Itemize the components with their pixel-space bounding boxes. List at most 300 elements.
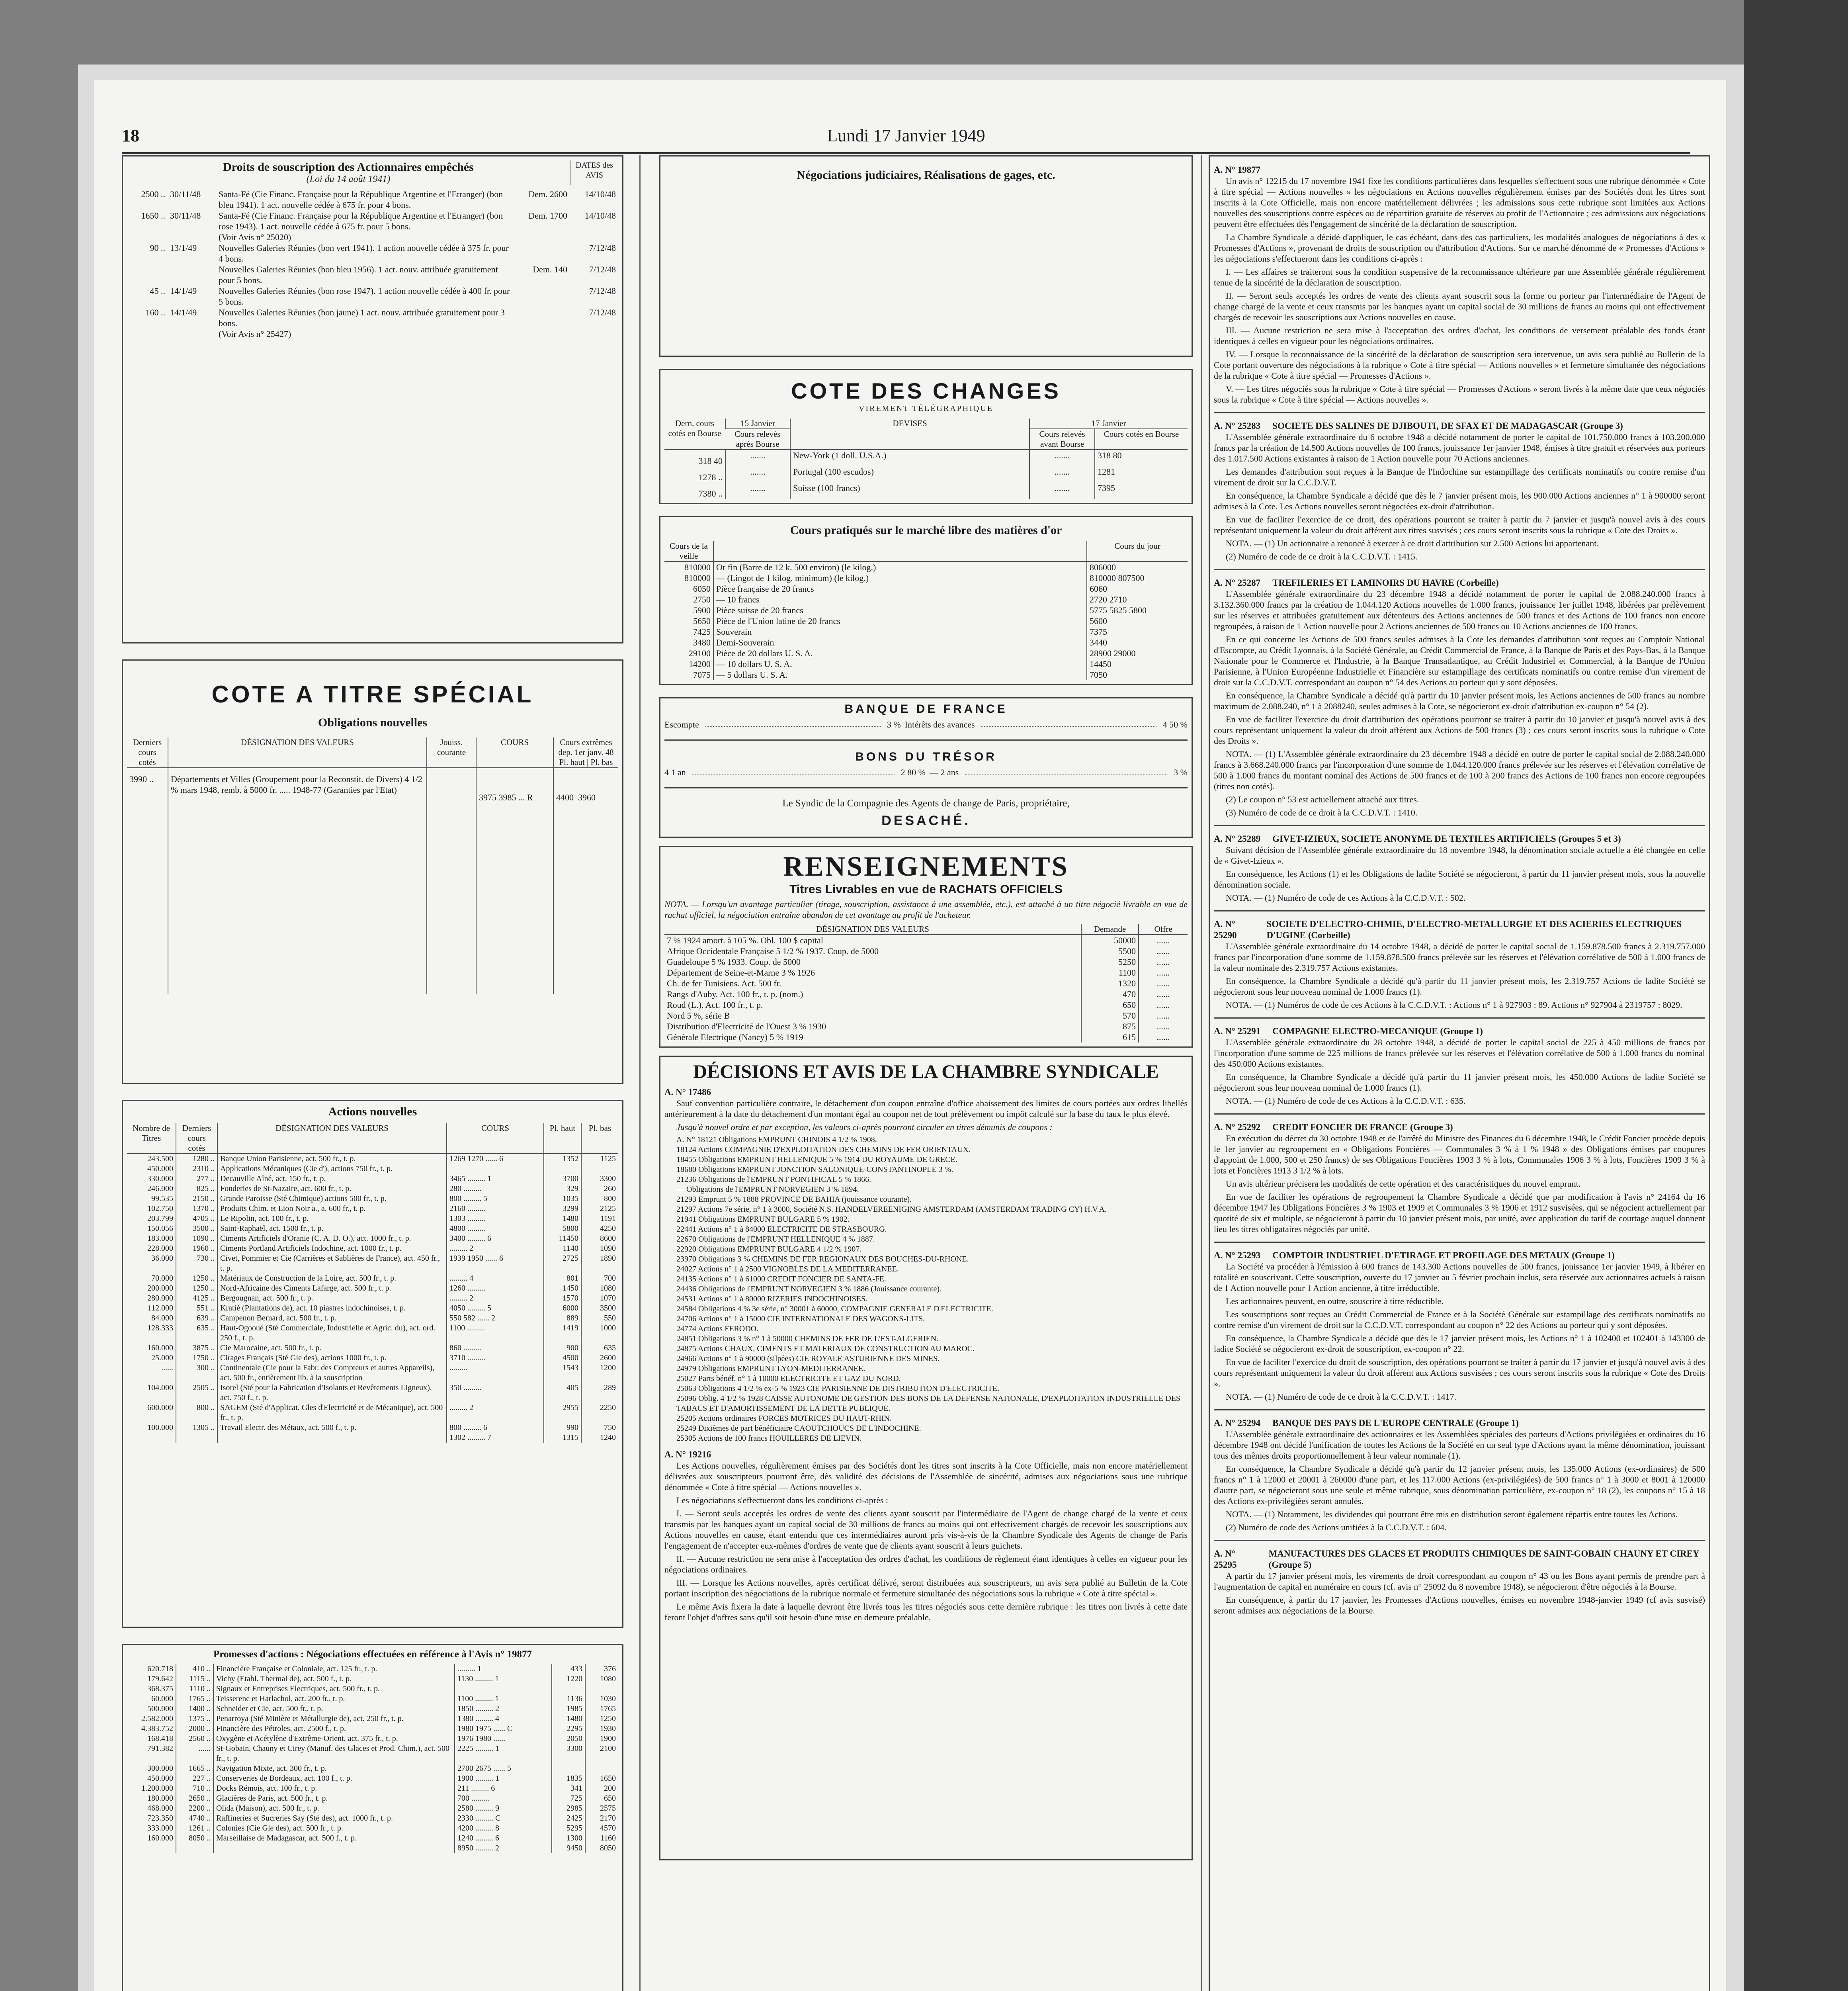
ch-head-dern: Dern. cours cotés en Bourse [664, 419, 725, 450]
an-hi: 1352 [544, 1154, 581, 1164]
pr-lo: 2575 [585, 1803, 618, 1813]
table-row [127, 1303, 618, 1313]
list-item: 24706 Actions n° 1 à 15000 CIE INTERNATIONALE DES WAGONS-LITS. [676, 1314, 925, 1323]
table-row [127, 1734, 618, 1744]
notice-head [1214, 1548, 1705, 1571]
an-hi: 1035 [544, 1194, 581, 1204]
droits-text: Nouvelles Galeries Réunies (bon vert 1941). 1 action nouvelle cédée à 375 fr. pour 4 bons. [219, 243, 509, 264]
list-item: 24436 Obligations de l'EMPRUNT NORVEGIEN 3 % 1886 (Jouissance courante). [676, 1285, 942, 1293]
ch-head-apres: Cours relevés après Bourse [725, 429, 790, 450]
table-row [664, 616, 1188, 626]
an-name: Produits Chim. et Lion Noir a., a. 600 fr., t. p. [217, 1204, 447, 1214]
an-lo: 1125 [581, 1154, 618, 1164]
droits-text: Nouvelles Galeries Réunies (bon rose 1947). 1 action nouvelle cédée à 400 fr. pour 5 bons. [219, 286, 510, 307]
pr-cours: 1976 1980 ...... [455, 1734, 552, 1744]
ch-b: ....... [1029, 483, 1095, 499]
table-row [664, 978, 1188, 989]
droits-dem [513, 232, 570, 243]
pr-name: Financière Française et Coloniale, act. 125 fr., t. p. [213, 1664, 455, 1674]
an-cours: ......... 4 [447, 1273, 544, 1283]
droits-date: 7/12/48 [589, 307, 616, 317]
an-cours: 1260 ......... [447, 1283, 544, 1293]
pr-name: Schneider et Cie, act. 500 fr., t. p. [213, 1704, 455, 1714]
pr-n: 168.418 [147, 1734, 173, 1743]
pr-name: Oxygène et Acétylène d'Extrême-Orient, act. 375 fr., t. p. [213, 1734, 455, 1744]
an-n: 100.000 [147, 1423, 173, 1432]
table-row [664, 466, 1188, 483]
droits-dem: Dem. 1700 [528, 211, 567, 221]
an-c: 2505 .. [176, 1383, 217, 1403]
rens-o: ...... [1139, 967, 1188, 978]
droits-date: 7/12/48 [589, 264, 616, 274]
an-hi: 900 [544, 1343, 581, 1353]
pr-cours: 1130 ......... 1 [455, 1674, 552, 1684]
table-row [127, 1843, 618, 1853]
an-cours: 3465 ......... 1 [447, 1174, 544, 1184]
rens-o: ...... [1139, 946, 1188, 956]
an-lo: 550 [581, 1313, 618, 1323]
an-cours: ......... 2 [447, 1403, 544, 1423]
list-item: 24875 Actions CHAUX, CIMENTS ET MATERIAUX DE CONSTRUCTION AU MAROC. [676, 1344, 975, 1353]
table-row [127, 1704, 618, 1714]
table-row [664, 1021, 1188, 1032]
column-left [122, 155, 623, 1991]
changes-table [664, 419, 1188, 499]
table-row [127, 1774, 618, 1784]
notice-head [1214, 577, 1705, 589]
pr-name: Olida (Maison), act. 500 fr., t. p. [213, 1803, 455, 1813]
rens-o: ...... [1139, 978, 1188, 989]
pr-name: Docks Rémois, act. 100 fr., t. p. [213, 1784, 455, 1793]
an-cours: 4050 ......... 5 [447, 1303, 544, 1313]
pr-n: 620.718 [147, 1664, 173, 1673]
table-row [127, 232, 618, 243]
col-head-extremes: Cours extrêmes dep. 1er janv. 48 Pl. haut | Pl. bas [553, 737, 618, 768]
an-hi: 3299 [544, 1204, 581, 1214]
an-n: 228.000 [147, 1244, 173, 1253]
column-divider-1 [639, 155, 641, 1991]
pr-name: Navigation Mixte, act. 300 fr., t. p. [213, 1764, 455, 1774]
an-hi: 6000 [544, 1303, 581, 1313]
pr-n: 179.642 [147, 1674, 173, 1683]
droits-a: 90 .. [150, 243, 165, 253]
pr-name [213, 1843, 455, 1853]
avis-paragraph: IV. — Lorsque la reconnaissance de la sincérité de la déclaration de souscription sera intervenue, un avis sera publié au Bulletin de la Cote portant ouverture des négociations à la rubrique « Cote à titre spécial — Actions nouvelles » et fermeture simultanée des négociations de la rubrique « Cote à titre spécial — Promesses d'Actions ». [1214, 349, 1705, 381]
pr-cours: 2330 ......... C [455, 1813, 552, 1823]
an-hi: 801 [544, 1273, 581, 1283]
notice-paragraph: (3) Numéro de code de ce droit à la C.C.D.V.T. : 1410. [1226, 808, 1418, 818]
column-right [1209, 155, 1710, 1991]
droits-date [570, 329, 618, 339]
table-row [664, 999, 1188, 1010]
pr-lo: 2170 [585, 1813, 618, 1823]
an-lo: 635 [581, 1343, 618, 1353]
droits-dem [513, 307, 570, 329]
table-row [127, 1403, 618, 1423]
notice-title: SOCIETE DES SALINES DE DJIBOUTI, DE SFAX ET DE MADAGASCAR (Groupe 3) [1272, 421, 1623, 431]
pr-name: Marseillaise de Madagascar, act. 500 f., t. p. [213, 1833, 455, 1843]
an-cours: 1100 ......... [447, 1323, 544, 1343]
notice-head [1214, 1122, 1705, 1133]
table-row [127, 768, 618, 803]
droits-dem [513, 243, 570, 264]
pr-c: 1110 .. [176, 1684, 213, 1694]
notice-paragraph: Un avis ultérieur précisera les modalités de cette opération et des caractéristiques du nouvel emprunt. [1226, 1179, 1581, 1189]
or-v: 14200 [689, 659, 711, 669]
pr-hi: 341 [552, 1784, 585, 1793]
an-name: SAGEM (Sté d'Applicat. Gles d'Electricité et de Mécanique), act. 500 fr., t. p. [217, 1403, 447, 1423]
an-lo: 3500 [581, 1303, 618, 1313]
an-cours: 860 ......... [447, 1343, 544, 1353]
an-cours: 1302 ......... 7 [447, 1433, 544, 1443]
droits-b: 14/1/49 [170, 307, 197, 317]
an-c: 1750 .. [176, 1353, 217, 1363]
pr-c: 1115 .. [176, 1674, 213, 1684]
an-c: 3875 .. [176, 1343, 217, 1353]
pr-cours: 2700 2675 ...... 5 [455, 1764, 552, 1774]
pr-n: 2.582.000 [141, 1714, 173, 1723]
droits-box [122, 155, 623, 643]
avis-paragraph: II. — Aucune restriction ne sera mise à l'acceptation des ordres d'achat, les conditions de règlement étant identiques à celles en vigueur pour les négociations ordinaires. [664, 1554, 1188, 1574]
or-head-jour: Cours du jour [1087, 541, 1188, 561]
avis-paragraph: V. — Les titres négociés sous la rubrique « Cote à titre spécial — Promesses d'Actions » seront livrés à la même date que ceux négociés sous la rubrique « Cote à titre spécial — Actions nouvelles ». [1214, 384, 1705, 405]
an-name: Bergougnan, act. 500 fr., t. p. [217, 1293, 447, 1303]
avis-paragraph: Les négociations s'effectueront dans les conditions ci-après : [676, 1495, 889, 1505]
notice-paragraph: En conséquence, la Chambre Syndicale a décidé qu'à partir du 10 janvier présent mois, les Actions anciennes de 500 francs au nombre maximum de 2.088.240, n° 1 à 2088240, seules admises à la Cote, se négocieront ex-droit d'attribution ex-coupon n° 54 (2). [1214, 690, 1705, 711]
pr-hi [552, 1764, 585, 1774]
notice-number: A. N° 25294 [1214, 1418, 1261, 1428]
list-item: 24027 Actions n° 1 à 2500 VIGNOBLES DE LA MEDITERRANEE. [676, 1265, 899, 1273]
notice-title: COMPAGNIE ELECTRO-MECANIQUE (Groupe 1) [1272, 1026, 1483, 1036]
notice-paragraph: (2) Numéro de code de ce droit à la C.C.D.V.T. : 1415. [1226, 552, 1418, 561]
ch-d: 7380 .. [698, 489, 723, 499]
tresor-l2: — 2 ans [929, 767, 959, 777]
rens-d: 5500 [1081, 946, 1139, 956]
or-v: 3480 [693, 638, 711, 647]
pr-lo: 8050 [585, 1843, 618, 1853]
notice-paragraph: En conséquence, la Chambre Syndicale a décidé qu'à partir du 12 janvier présent mois, les 135.000 Actions (ex-ordinaires) de 500 francs n° 1 à 12000 et 20001 à 260000 d'une part, et les 117.000 Actions (ex-privilégiées) de 500 francs n° 1 à 3000 et 8001 à 120000 d'autre part, se négocieront sous une seule et même rubrique, sous dénomination particulière, ex-coupon n° 18 (2), les coupons n° 15 à 18 des Actions ex-privilégiées seront annulés. [1214, 1464, 1705, 1506]
list-item: 25249 Dixièmes de part bénéficiaire CAOUTCHOUCS DE L'INDOCHINE. [676, 1424, 921, 1433]
table-row [664, 989, 1188, 999]
droits-date: 14/10/48 [584, 211, 616, 221]
notice-title: COMPTOIR INDUSTRIEL D'ETIRAGE ET PROFILAGE DES METAUX (Groupe 1) [1272, 1250, 1615, 1260]
notice-number: A. N° 25290 [1214, 919, 1237, 940]
an-cours: 800 ......... 5 [447, 1194, 544, 1204]
list-item: 24774 Actions FERODO. [676, 1324, 759, 1333]
droits-text: (Voir Avis n° 25427) [219, 329, 291, 339]
droits-a [127, 264, 168, 286]
an-cours: ......... 2 [447, 1244, 544, 1254]
rens-n: Nord 5 %, série B [667, 1011, 730, 1021]
pr-lo: 1080 [585, 1674, 618, 1684]
or-n: — 10 francs [713, 594, 1087, 605]
an-lo [581, 1164, 618, 1174]
notice-paragraph: NOTA. — (1) Numéro de code de ces Actions à la C.C.D.V.T. : 635. [1226, 1096, 1466, 1106]
rens-d: 615 [1081, 1032, 1139, 1042]
pr-name: Glacières de Paris, act. 500 fr., t. p. [213, 1793, 455, 1803]
ch-head-15: 15 Janvier [725, 419, 790, 429]
droits-b: 13/1/49 [170, 243, 197, 253]
table-row [664, 637, 1188, 648]
pr-hi: 1985 [552, 1704, 585, 1714]
table-row [127, 1283, 618, 1293]
an-lo: 1080 [581, 1283, 618, 1293]
table-row [664, 956, 1188, 967]
obl-name: Départements et Villes (Groupement pour la Reconstit. de Divers) 4 1/2 % mars 1948, remb. à 5000 fr. ..... 1948-77 (Garanties par l'Etat) [168, 768, 427, 803]
or-n: Pièce suisse de 20 francs [713, 605, 1087, 616]
droits-dem [513, 329, 570, 339]
pr-n: 500.000 [147, 1704, 173, 1713]
actions-nouvelles-table [127, 1123, 618, 1443]
table-row [127, 1363, 618, 1383]
list-item: 25063 Obligations 4 1/2 % ex-5 % 1923 CIE PARISIENNE DE DISTRIBUTION D'ELECTRICITE. [676, 1384, 1000, 1393]
notice-paragraph: NOTA. — (1) L'Assemblée générale extraordinaire du 23 décembre 1948 a décidé en outre de porter le capital social de 2.088.240.000 francs à 3.668.240.000 francs par l'incorporation d'une somme de 1.044.120.000 francs prélevée sur les réserves et l'élévation corrélative de 500 à 1.000 francs du montant nominal des Actions de 500 francs et de 100 à 200 francs des Actions de 100 francs non encore regroupées (titres non cotés). [1214, 749, 1705, 791]
an-n: 112.000 [147, 1304, 173, 1312]
pr-n: 160.000 [147, 1834, 173, 1842]
rens-n: 7 % 1924 amort. à 105 %. Obl. 100 $ capital [667, 935, 823, 945]
pr-hi: 725 [552, 1793, 585, 1803]
notice-number: A. N° 25283 [1214, 421, 1261, 431]
an-name: Kratié (Plantations de), act. 10 piastres indochinoises, t. p. [217, 1303, 447, 1313]
pr-lo: 650 [585, 1793, 618, 1803]
or-title: Cours pratiqués sur le marché libre des matières d'or [790, 524, 1062, 537]
an-n: 330.000 [147, 1174, 173, 1183]
droits-dem: Dem. 2600 [528, 189, 567, 199]
droits-b: 30/11/48 [170, 211, 201, 221]
page-header [122, 125, 1690, 149]
an-name: Ciments Portland Artificiels Indochine, act. 1000 fr., t. p. [217, 1244, 447, 1254]
pr-hi: 1300 [552, 1833, 585, 1843]
an-name: Cie Marocaine, act. 500 fr., t. p. [217, 1343, 447, 1353]
an-name: Ciments Artificiels d'Oranie (C. A. D. O.), act. 1000 fr., t. p. [217, 1234, 447, 1244]
promesses-table [127, 1664, 618, 1853]
table-row [127, 1293, 618, 1303]
pr-name: Penarroya (Sté Minière et Métallurgie de), act. 250 fr., t. p. [213, 1714, 455, 1724]
or-table [664, 541, 1188, 680]
table-row [664, 561, 1188, 573]
rens-d: 5250 [1081, 956, 1139, 967]
ch-dev: Portugal (100 escudos) [790, 466, 1029, 483]
avis-19216-text [664, 1460, 1188, 1623]
pr-name: Vichy (Etabl. Thermal de), act. 500 f., t. p. [213, 1674, 455, 1684]
notice-title: GIVET-IZIEUX, SOCIETE ANONYME DE TEXTILES ARTIFICIELS (Groupes 5 et 3) [1272, 834, 1621, 844]
renseignements-table [664, 924, 1188, 1042]
notice-title: CREDIT FONCIER DE FRANCE (Groupe 3) [1272, 1122, 1453, 1132]
col-head-hi: Pl. haut [559, 757, 585, 767]
judiciaires-box [659, 155, 1193, 357]
rens-o: ...... [1139, 1021, 1188, 1032]
pr-n: 4.383.752 [141, 1724, 173, 1733]
rens-o: ...... [1139, 989, 1188, 999]
an-head-lo: Pl. bas [581, 1123, 618, 1154]
promesses-box [122, 1644, 623, 1991]
an-cours: 3710 ......... [447, 1353, 544, 1363]
droits-a [127, 329, 168, 339]
an-cours: 550 582 ...... 2 [447, 1313, 544, 1323]
decisions-box [659, 1056, 1193, 1860]
table-row [127, 1313, 618, 1323]
table-row [664, 935, 1188, 946]
list-item: 22441 Actions n° 1 à 84000 ELECTRICITE DE STRASBOURG. [676, 1225, 887, 1234]
an-cours: 1303 ......... [447, 1214, 544, 1224]
pr-n: 1.200.000 [141, 1784, 173, 1793]
banque-escompte-label: Escompte [664, 720, 699, 730]
or-j: 7050 [1087, 669, 1188, 680]
droits-subtitle: (Loi du 14 août 1941) [306, 174, 391, 184]
an-c: 825 .. [176, 1184, 217, 1194]
table-row [664, 659, 1188, 669]
or-j: 5775 5825 5800 [1087, 605, 1188, 616]
notice-paragraph: En conséquence, la Chambre Syndicale a décidé que dès le 7 janvier présent mois, les 900.000 Actions anciennes n° 1 à 900000 seront admises à la Cote. Les Actions nouvelles seront négociées ex-droit d'attribution. [1214, 491, 1705, 511]
rens-n: Guadeloupe 5 % 1933. Coup. de 5000 [667, 957, 801, 967]
pr-name: St-Gobain, Chauny et Cirey (Manuf. des Glaces et Prod. Chim.), act. 500 fr., t. p. [213, 1744, 455, 1764]
an-name [217, 1433, 447, 1443]
avis-paragraph: La Chambre Syndicale a décidé d'appliquer, le cas échéant, dans des cas particuliers, les modalités analogues de négociations à des « Promesses d'Actions », provenant de droits de souscription ou d'attribution d'Actions. Sur ce marché dénommé de « Promesses d'Actions » les négociations s'effectueront dans les conditions ci-après : [1214, 232, 1705, 264]
rens-n: Département de Seine-et-Marne 3 % 1926 [667, 968, 815, 978]
an-cours: ......... 2 [447, 1293, 544, 1303]
notice-paragraph: En conséquence, la Chambre Syndicale a décidé qu'à partir du 11 janvier présent mois, les 2.319.757 Actions de ladite Société se négocieront sous leur nouveau nominal de 1.000 francs (1). [1214, 976, 1705, 997]
an-cours: 800 ......... 6 [447, 1423, 544, 1433]
tresor-r2: 3 % [1174, 767, 1188, 777]
an-c: 2310 .. [176, 1164, 217, 1174]
pr-name: Financière des Pétroles, act. 2500 f., t. p. [213, 1724, 455, 1734]
an-lo: 1200 [581, 1363, 618, 1383]
an-c: 800 .. [176, 1403, 217, 1423]
list-item: 22920 Obligations EMPRUNT BULGARE 4 1/2 % 1907. [676, 1245, 862, 1254]
avis-paragraph: III. — Aucune restriction ne sera mise à l'acceptation des ordres d'achat, les conditions de versement préalable des fonds étant identiques à celles en vigueur pour les négociations ordinaires. [1214, 325, 1705, 346]
or-n: Souverain [713, 626, 1087, 637]
an-name: Applications Mécaniques (Cie d'), actions 750 fr., t. p. [217, 1164, 447, 1174]
list-item: 25205 Actions ordinaires FORCES MOTRICES DU HAUT-RHIN. [676, 1414, 892, 1423]
table-row [664, 605, 1188, 616]
notice-paragraph: La Société va procéder à l'émission à 600 francs de 143.300 Actions nouvelles de 500 francs, jouissance 1er janvier 1949, à libérer en totalité en souscrivant. Cette souscription, ouverte du 17 janvier au 5 février prochain inclus, sera réservée aux actionnaires actuels à raison de 1 Action nouvelle pour 1 Action ancienne, à titre irréductible. [1214, 1261, 1705, 1293]
tresor-line [664, 767, 1188, 778]
table-row [127, 1724, 618, 1734]
pr-lo [585, 1764, 618, 1774]
an-lo: 700 [581, 1273, 618, 1283]
pr-hi: 2050 [552, 1734, 585, 1744]
notice-paragraph: En conséquence, les Actions (1) et les Obligations de ladite Société se négocieront, à partir du 11 janvier présent mois, sous la nouvelle dénomination sociale. [1214, 869, 1705, 890]
droits-a: 1650 .. [141, 211, 165, 221]
an-n: 25.000 [151, 1353, 173, 1362]
an-name: Matériaux de Construction de la Loire, act. 500 fr., t. p. [217, 1273, 447, 1283]
cote-special-title: COTE A TITRE SPÉCIAL [211, 681, 534, 708]
pr-c: 4740 .. [176, 1813, 213, 1823]
rens-d: 875 [1081, 1021, 1139, 1032]
droits-title: Droits de souscription des Actionnaires empêchés [223, 160, 474, 174]
pr-lo: 1030 [585, 1694, 618, 1704]
table-row [664, 626, 1188, 637]
pr-lo: 376 [585, 1664, 618, 1674]
list-item: 25096 Oblig. 4 1/2 % 1928 CAISSE AUTONOME DE GESTION DES BONS DE LA DEFENSE NATIONALE, D'EXPLOITATION INDUSTRIELLE DES TABACS ET D'AMORTISSEMENT DE LA DETTE PUBLIQUE. [676, 1394, 1181, 1413]
an-hi [544, 1164, 581, 1174]
notice-paragraph: L'Assemblée générale extraordinaire du 6 octobre 1948 a décidé notamment de porter le capital de 101.750.000 francs à 103.200.000 francs par la création de 14.500 Actions nouvelles de 100 francs, jouissance 1er janvier 1948, émises à titre gratuit et réservées aux porteurs des 1.017.500 Actions existantes à raison de 1 Action nouvelle pour 70 Actions anciennes. [1214, 432, 1705, 464]
an-hi: 1450 [544, 1283, 581, 1293]
or-v: 7425 [693, 627, 711, 637]
an-name: Grande Paroisse (Sté Chimique) actions 500 fr., t. p. [217, 1194, 447, 1204]
an-cours [447, 1164, 544, 1174]
avis-17486-text: Sauf convention particulière contraire, le détachement d'un coupon entraîne d'office abaissement des limites de cours portées aux ordres libellés antérieurement à la date du détachement d'un montant égal au coupon net de tout prélèvement ou impôt calculé sur la base du taux le plus élevé. [664, 1098, 1188, 1119]
an-name: Haut-Ogooué (Sté Commerciale, Industrielle et Agric. du), act. ord. 250 f., t. p. [217, 1323, 447, 1343]
table-row [664, 648, 1188, 659]
decisions-title: DÉCISIONS ET AVIS DE LA CHAMBRE SYNDICALE [693, 1061, 1159, 1082]
rens-o: ...... [1139, 1032, 1188, 1042]
pr-cours: ......... 1 [455, 1664, 552, 1674]
table-row [127, 1694, 618, 1704]
decision-items [664, 1135, 1188, 1443]
table-row [664, 573, 1188, 583]
notice-head [1214, 833, 1705, 845]
notice-head [1214, 919, 1705, 941]
notice-number: A. N° 25295 [1214, 1549, 1237, 1570]
table-row [664, 1010, 1188, 1021]
notice-paragraph: En conséquence, la Chambre Syndicale a décidé que dès le 17 janvier présent mois, les Actions n° 1 à 102400 et 102401 à 143300 de ladite Société se négocieront ex-droit de souscription, ex-coupon n° 22. [1214, 1333, 1705, 1354]
rens-o: ...... [1139, 999, 1188, 1010]
list-item: 25027 Parts bénéf. n° 1 à 10000 ELECTRICITE ET GAZ DU NORD. [676, 1374, 901, 1383]
notice-paragraph: Les actionnaires peuvent, en outre, souscrire à titre réductible. [1226, 1296, 1444, 1306]
an-cours: 350 ......... [447, 1383, 544, 1403]
pr-n: 791.382 [147, 1744, 173, 1753]
promesses-title: Promesses d'actions : Négociations effectuées en référence à l'Avis n° 19877 [213, 1649, 532, 1660]
an-n: 243.500 [147, 1154, 173, 1163]
table-row [127, 1353, 618, 1363]
pr-lo: 1765 [585, 1704, 618, 1714]
pr-c: 1400 .. [176, 1704, 213, 1714]
an-n: 99.535 [151, 1194, 173, 1203]
rens-n: Roud (L.). Act. 100 fr., t. p. [667, 1000, 763, 1010]
notice-paragraph: (2) Numéro de code des Actions unifiées à la C.C.D.V.T. : 604. [1226, 1522, 1447, 1532]
pr-cours: 2225 ......... 1 [455, 1744, 552, 1764]
an-lo: 3300 [581, 1174, 618, 1184]
an-lo: 1090 [581, 1244, 618, 1254]
notice-paragraph: L'Assemblée générale extraordinaire du 23 décembre 1948 a décidé notamment de porter le capital de 2.088.240.000 francs à 3.132.360.000 francs par la création de 1.044.120 Actions nouvelles de 1.000 francs, jouissance 1er juillet 1948, libérées par prélèvement sur les réserves et attribuées gratuitement aux détenteurs des Actions anciennes de 500 francs et des Actions de 100 francs non encore regroupées, à raison de 1 Action nouvelle pour 2 Actions anciennes de 500 francs ou 10 Actions anciennes de 100 francs. [1214, 589, 1705, 631]
droits-text: Nouvelles Galeries Réunies (bon jaune) 1 act. nouv. attribuée gratuitement pour 3 bons. [219, 307, 505, 328]
tresor-l1: 4 1 an [664, 767, 686, 777]
table-row [664, 483, 1188, 499]
pr-hi: 2295 [552, 1724, 585, 1734]
rens-d: 1100 [1081, 967, 1139, 978]
pr-lo: 200 [585, 1784, 618, 1793]
an-hi: 2725 [544, 1254, 581, 1273]
binding-edge [1744, 0, 1848, 1991]
ch-b: ....... [1029, 466, 1095, 483]
pr-lo: 4570 [585, 1823, 618, 1833]
table-row [127, 1423, 618, 1433]
pr-hi: 2425 [552, 1813, 585, 1823]
list-item: — Obligations de l'EMPRUNT NORVEGIEN 3 % 1894. [676, 1185, 859, 1194]
pr-hi: 433 [552, 1664, 585, 1674]
droits-b [168, 232, 216, 243]
ch-b: ....... [1029, 450, 1095, 466]
pr-cours: 211 ......... 6 [455, 1784, 552, 1793]
pr-c: 410 .. [176, 1664, 213, 1674]
table-row [127, 1823, 618, 1833]
avis-19877-head: A. N° 19877 [1214, 165, 1261, 175]
pr-c: 2650 .. [176, 1793, 213, 1803]
an-c: 300 .. [176, 1363, 217, 1383]
pr-hi: 3300 [552, 1744, 585, 1764]
avis-17486-text-b: Jusqu'à nouvel ordre et par exception, les valeurs ci-après pourront circuler en titres démunis de coupons : [676, 1122, 1053, 1132]
or-j: 28900 29000 [1087, 648, 1188, 659]
pr-c: 1765 .. [176, 1694, 213, 1704]
pr-lo: 1160 [585, 1833, 618, 1843]
an-head-c: Derniers cours cotés [176, 1123, 217, 1154]
list-item: 23970 Obligations 3 % CHEMINS DE FER REGIONAUX DES BOUCHES-DU-RHONE. [676, 1255, 969, 1263]
or-n: — (Lingot de 1 kilog. minimum) (le kilog.) [713, 573, 1087, 583]
avis-19877-text [1214, 176, 1705, 405]
or-v: 5900 [693, 605, 711, 615]
notice-title: TREFILERIES ET LAMINOIRS DU HAVRE (Corbeille) [1272, 578, 1499, 588]
